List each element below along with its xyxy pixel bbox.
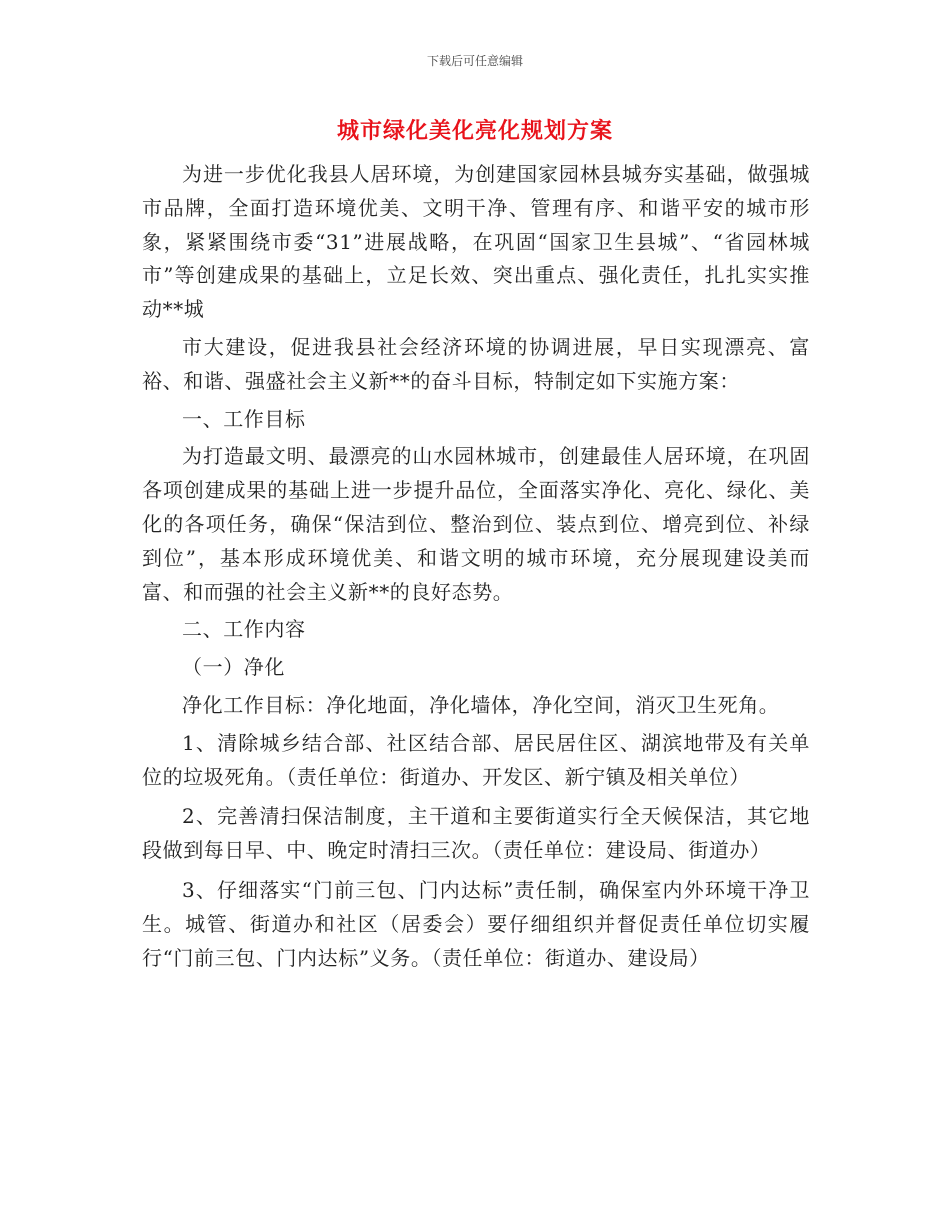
cleaning-goal-paragraph: 净化工作目标：净化地面，净化墙体，净化空间，消灭卫生死角。 — [182, 692, 780, 717]
list-item-2: 2、完善清扫保洁制度，主干道和主要街道实行全天候保洁，其它地段做到每日早、中、晚定时清扫三次。（责任单位：建设局、街道办） — [142, 804, 810, 863]
goals-paragraph: 为打造最文明、最漂亮的山水园林城市，创建最佳人居环境，在巩固各项创建成果的基础上进一步提升品位，全面落实净化、亮化、绿化、美化的各项任务，确保“保洁到位、整治到位、装点到位、增亮到位、补绿到位”，基本形成环境优美、和谐文明的城市环境，充分展现建设美而富、和而强的社会主义新**的良好态势。 — [142, 444, 810, 604]
list-item-3: 3、仔细落实“门前三包、门内达标”责任制，确保室内外环境干净卫生。城管、街道办和社区（居委会）要仔细组织并督促责任单位切实履行“门前三包、门内达标”义务。（责任单位：街道办、建设局） — [142, 877, 810, 970]
document-body — [142, 158, 810, 981]
intro-paragraph-1: 为进一步优化我县人居环境，为创建国家园林县城夯实基础，做强城市品牌，全面打造环境优美、文明干净、管理有序、和谐平安的城市形象，紧紧围绕市委“31”进展战略，在巩固“国家卫生县城”、“省园林城市”等创建成果的基础上，立足长效、突出重点、强化责任，扎扎实实推动**城 — [142, 162, 810, 322]
list-item-1: 1、清除城乡结合部、社区结合部、居民居住区、湖滨地带及有关单位的垃圾死角。（责任单位：街道办、开发区、新宁镇及相关单位） — [142, 730, 810, 789]
section-heading-goals: 一、工作目标 — [182, 406, 306, 431]
page-header-note: 下载后可任意编辑 — [426, 54, 523, 68]
subsection-heading-cleaning: （一）净化 — [182, 655, 285, 680]
document-title: 城市绿化美化亮化规划方案 — [336, 119, 613, 144]
intro-paragraph-2: 市大建设，促进我县社会经济环境的协调进展，早日实现漂亮、富裕、和谐、强盛社会主义新**的奋斗目标，特制定如下实施方案： — [142, 334, 810, 393]
section-heading-content: 二、工作内容 — [182, 617, 306, 642]
